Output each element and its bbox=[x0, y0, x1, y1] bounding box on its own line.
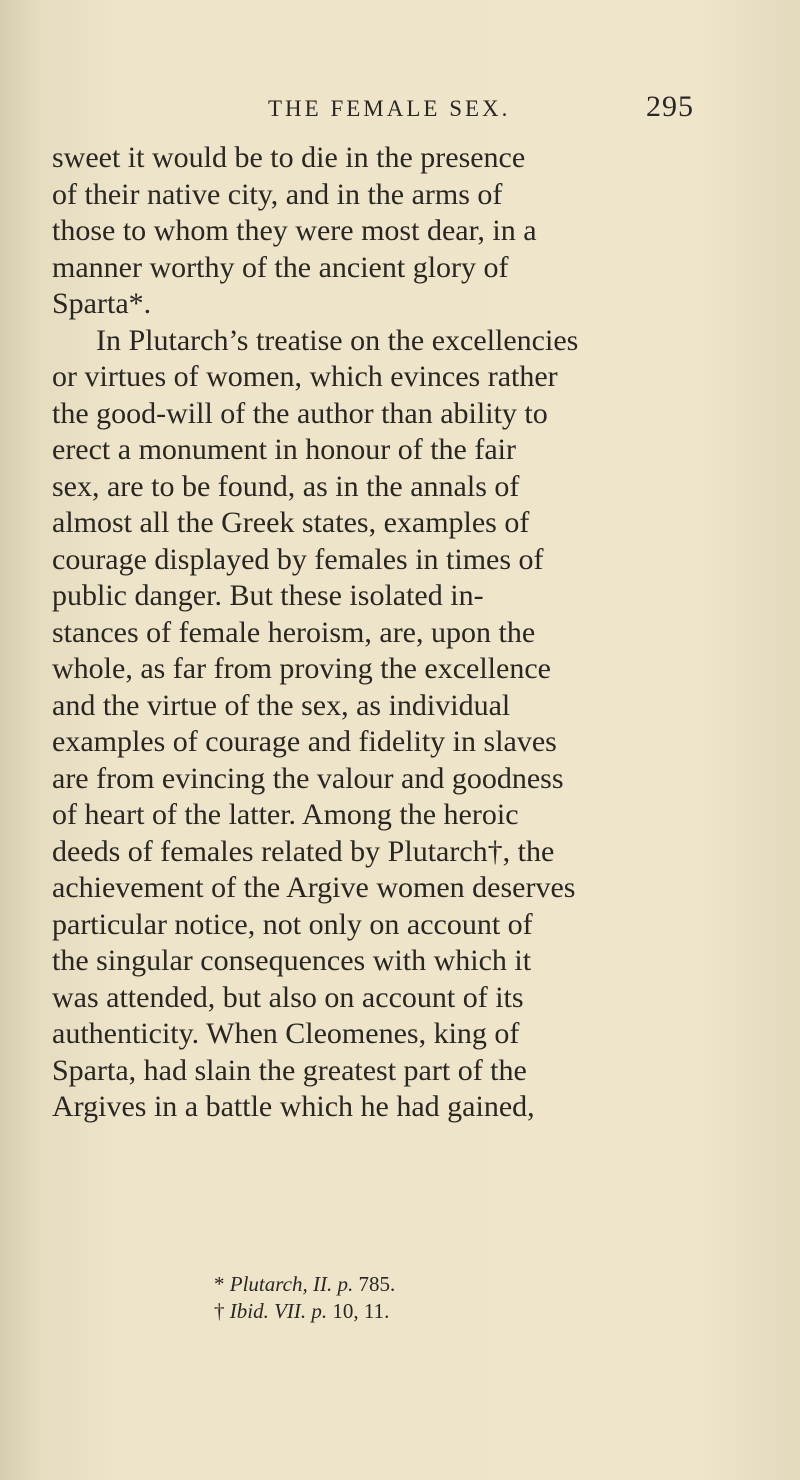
text-line: particular notice, not only on account of bbox=[52, 907, 533, 941]
text-line: almost all the Greek states, examples of bbox=[52, 506, 530, 539]
text-line: manner worthy of the ancient glory of bbox=[52, 250, 509, 284]
text-line: or virtues of women, which evinces rather bbox=[52, 360, 558, 393]
text-line: Sparta*. bbox=[52, 287, 152, 320]
footnote-mark: † bbox=[214, 1299, 225, 1323]
text-line: Argives in a battle which he had gained, bbox=[52, 1090, 535, 1123]
text-line: authenticity. When Cleomenes, king of bbox=[52, 1017, 520, 1050]
text-line: deeds of females related by Plutarch†, the bbox=[52, 834, 555, 868]
footnote-source: Ibid. VII. p. bbox=[229, 1299, 328, 1323]
text-line: the good-will of the author than ability to bbox=[52, 396, 548, 430]
text-line: of their native city, and in the arms of bbox=[52, 177, 503, 211]
paragraph-start-line: In Plutarch’s treatise on the excellencies bbox=[96, 323, 579, 357]
footnote bbox=[214, 1298, 714, 1325]
text-line: examples of courage and fidelity in slaves bbox=[52, 725, 557, 758]
footnote-ref: 10, 11. bbox=[332, 1299, 390, 1323]
footnote bbox=[214, 1271, 714, 1298]
body-text bbox=[52, 140, 752, 1126]
text-line: sweet it would be to die in the presence bbox=[52, 141, 526, 174]
page-number: 295 bbox=[646, 90, 694, 123]
running-head-title: THE FEMALE SEX. bbox=[268, 96, 511, 121]
text-line: are from evincing the valour and goodness bbox=[52, 761, 564, 795]
text-line: public danger. But these isolated in- bbox=[52, 579, 484, 612]
text-line: erect a monument in honour of the fair bbox=[52, 433, 517, 466]
footnote-source: Plutarch, II. p. bbox=[229, 1272, 354, 1296]
text-line: achievement of the Argive women deserves bbox=[52, 871, 576, 904]
text-line: Sparta, had slain the greatest part of the bbox=[52, 1053, 527, 1087]
running-head bbox=[0, 88, 800, 128]
text-line: those to whom they were most dear, in a bbox=[52, 214, 537, 247]
text-line: of heart of the latter. Among the heroic bbox=[52, 798, 519, 831]
text-line: sex, are to be found, as in the annals of bbox=[52, 469, 520, 503]
footnote-mark: * bbox=[214, 1272, 225, 1296]
footnote-ref: 785. bbox=[358, 1272, 396, 1296]
text-line: and the virtue of the sex, as individual bbox=[52, 688, 511, 722]
footnotes bbox=[214, 1271, 714, 1325]
text-line: was attended, but also on account of its bbox=[52, 980, 524, 1014]
text-line: courage displayed by females in times of bbox=[52, 542, 544, 576]
text-line: whole, as far from proving the excellence bbox=[52, 652, 551, 685]
text-line: the singular consequences with which it bbox=[52, 944, 532, 977]
text-line: stances of female heroism, are, upon the bbox=[52, 615, 536, 649]
